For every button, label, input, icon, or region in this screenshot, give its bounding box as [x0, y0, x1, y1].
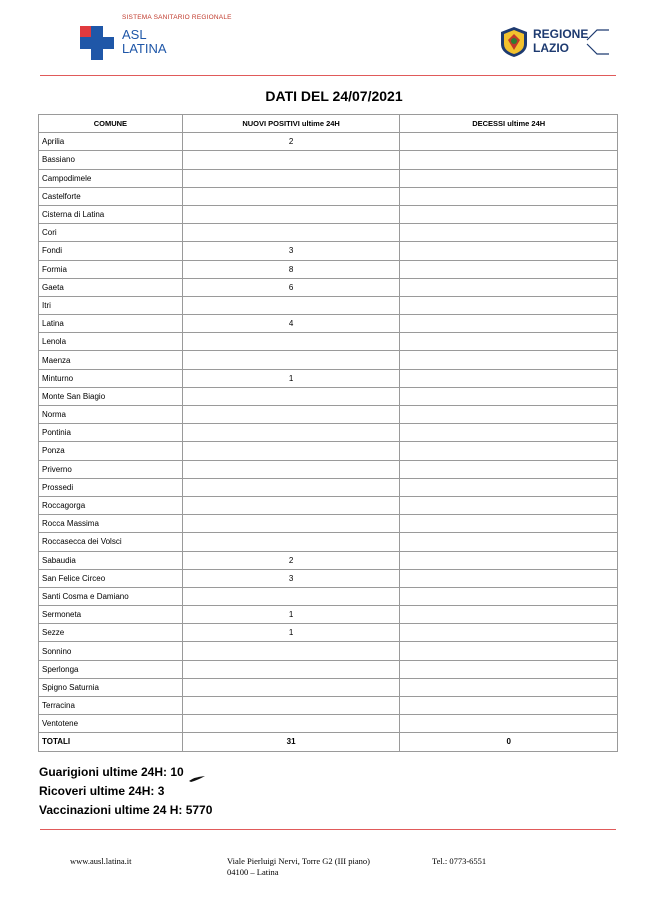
cell-comune: Formia	[39, 260, 183, 278]
cell-decessi	[400, 460, 618, 478]
cell-comune: Aprilia	[39, 133, 183, 151]
cell-comune: Minturno	[39, 369, 183, 387]
cell-decessi	[400, 369, 618, 387]
table-row	[39, 369, 618, 387]
cell-comune: Rocca Massima	[39, 515, 183, 533]
cell-decessi	[400, 205, 618, 223]
cell-decessi	[400, 515, 618, 533]
cell-comune: Ventotene	[39, 715, 183, 733]
cell-decessi	[400, 624, 618, 642]
cell-decessi	[400, 260, 618, 278]
cell-comune: Pontinia	[39, 424, 183, 442]
summary-block	[39, 763, 212, 820]
vaccinazioni-line: Vaccinazioni ultime 24 H: 5770	[39, 803, 213, 817]
asl-name-line2: LATINA	[122, 41, 167, 56]
footer-address-line1: Viale Pierluigi Nervi, Torre G2 (III piano)	[227, 856, 370, 866]
cell-decessi	[400, 678, 618, 696]
cell-comune: Fondi	[39, 242, 183, 260]
cell-positivi	[182, 205, 400, 223]
cell-decessi	[400, 387, 618, 405]
cell-decessi	[400, 569, 618, 587]
cell-decessi	[400, 187, 618, 205]
cell-comune: Lenola	[39, 333, 183, 351]
regione-line1: REGIONE	[533, 27, 589, 41]
table-row	[39, 496, 618, 514]
cell-positivi	[182, 424, 400, 442]
footer-phone: Tel.: 0773-6551	[432, 856, 487, 866]
cell-positivi	[182, 333, 400, 351]
cell-decessi	[400, 333, 618, 351]
cell-positivi	[182, 515, 400, 533]
cell-comune: Prossedi	[39, 478, 183, 496]
table-row	[39, 551, 618, 569]
cell-decessi	[400, 715, 618, 733]
cell-decessi	[400, 642, 618, 660]
cell-positivi	[182, 642, 400, 660]
cell-decessi	[400, 151, 618, 169]
table-row	[39, 278, 618, 296]
cell-decessi	[400, 351, 618, 369]
cell-decessi	[400, 315, 618, 333]
table-row	[39, 205, 618, 223]
table-row	[39, 442, 618, 460]
cell-decessi	[400, 242, 618, 260]
cell-decessi	[400, 606, 618, 624]
cell-comune: Itri	[39, 296, 183, 314]
table-body	[39, 133, 618, 751]
header-divider	[40, 75, 616, 76]
cell-comune: Cisterna di Latina	[39, 205, 183, 223]
table-row	[39, 387, 618, 405]
covid-data-table	[38, 114, 618, 752]
total-cell-decessi: 0	[400, 733, 618, 751]
cell-positivi: 2	[182, 133, 400, 151]
table-row	[39, 333, 618, 351]
cell-positivi: 3	[182, 569, 400, 587]
cell-comune: Roccasecca dei Volsci	[39, 533, 183, 551]
cell-positivi	[182, 151, 400, 169]
cell-comune: Priverno	[39, 460, 183, 478]
table-row	[39, 478, 618, 496]
cell-decessi	[400, 496, 618, 514]
cell-positivi	[182, 678, 400, 696]
cell-decessi	[400, 442, 618, 460]
table-row	[39, 133, 618, 151]
regione-line2: LAZIO	[533, 41, 569, 55]
table-row	[39, 296, 618, 314]
cell-comune: Sezze	[39, 624, 183, 642]
asl-name	[122, 28, 167, 56]
cell-positivi	[182, 296, 400, 314]
table-row	[39, 587, 618, 605]
asl-latina-logo	[80, 10, 270, 65]
table-row	[39, 151, 618, 169]
table-row	[39, 569, 618, 587]
cell-positivi	[182, 224, 400, 242]
cell-comune: Spigno Saturnia	[39, 678, 183, 696]
cell-comune: Cori	[39, 224, 183, 242]
table-row	[39, 169, 618, 187]
table-row	[39, 642, 618, 660]
cell-comune: Campodimele	[39, 169, 183, 187]
regione-name	[533, 27, 588, 55]
cell-decessi	[400, 133, 618, 151]
footer-divider	[40, 829, 616, 830]
cell-positivi	[182, 187, 400, 205]
table-row	[39, 351, 618, 369]
asl-cross-icon	[80, 26, 114, 60]
table-row	[39, 242, 618, 260]
pen-mark-scribble	[188, 775, 206, 783]
guarigioni-line: Guarigioni ultime 24H: 10	[39, 765, 184, 779]
cell-positivi	[182, 351, 400, 369]
cell-decessi	[400, 478, 618, 496]
footer-address-line2: 04100 – Latina	[227, 867, 279, 877]
column-header-comune: COMUNE	[39, 115, 183, 133]
table-total-row	[39, 733, 618, 751]
cell-decessi	[400, 424, 618, 442]
cell-comune: Norma	[39, 406, 183, 424]
cell-positivi	[182, 442, 400, 460]
table-row	[39, 515, 618, 533]
cell-decessi	[400, 660, 618, 678]
cell-comune: Terracina	[39, 697, 183, 715]
table-row	[39, 260, 618, 278]
table-row	[39, 660, 618, 678]
cell-positivi: 4	[182, 315, 400, 333]
cell-positivi: 2	[182, 551, 400, 569]
cell-positivi	[182, 169, 400, 187]
cell-positivi	[182, 478, 400, 496]
cell-comune: Latina	[39, 315, 183, 333]
asl-name-line1: ASL	[122, 27, 147, 42]
cell-positivi	[182, 387, 400, 405]
footer-address	[227, 856, 370, 878]
cell-decessi	[400, 587, 618, 605]
table-row	[39, 406, 618, 424]
cell-comune: Santi Cosma e Damiano	[39, 587, 183, 605]
footer-website: www.ausl.latina.it	[70, 856, 132, 866]
cell-decessi	[400, 296, 618, 314]
cell-decessi	[400, 278, 618, 296]
cell-comune: Bassiano	[39, 151, 183, 169]
table-row	[39, 315, 618, 333]
table-row	[39, 715, 618, 733]
cell-comune: Sabaudia	[39, 551, 183, 569]
cell-decessi	[400, 406, 618, 424]
table-row	[39, 460, 618, 478]
cell-comune: Sermoneta	[39, 606, 183, 624]
cell-positivi	[182, 496, 400, 514]
cell-comune: Sperlonga	[39, 660, 183, 678]
cell-positivi: 1	[182, 606, 400, 624]
cell-decessi	[400, 169, 618, 187]
table-header-row	[39, 115, 618, 133]
regione-lazio-logo	[497, 24, 612, 66]
table-row	[39, 624, 618, 642]
column-header-positivi: NUOVI POSITIVI ultime 24H	[182, 115, 400, 133]
table-row	[39, 606, 618, 624]
table-row	[39, 224, 618, 242]
cell-comune: Roccagorga	[39, 496, 183, 514]
cell-positivi	[182, 715, 400, 733]
document-title: DATI DEL 24/07/2021	[265, 88, 403, 104]
table-row	[39, 187, 618, 205]
cell-positivi	[182, 587, 400, 605]
table-row	[39, 533, 618, 551]
total-cell-comune: TOTALI	[39, 733, 183, 751]
ricoveri-line: Ricoveri ultime 24H: 3	[39, 784, 165, 798]
cell-decessi	[400, 697, 618, 715]
cell-positivi	[182, 460, 400, 478]
cell-positivi: 6	[182, 278, 400, 296]
cell-comune: Ponza	[39, 442, 183, 460]
cell-comune: Monte San Biagio	[39, 387, 183, 405]
cell-positivi	[182, 660, 400, 678]
cell-positivi	[182, 697, 400, 715]
cell-positivi	[182, 533, 400, 551]
cell-positivi: 1	[182, 369, 400, 387]
cell-comune: San Felice Circeo	[39, 569, 183, 587]
asl-subtitle: SISTEMA SANITARIO REGIONALE	[122, 14, 232, 21]
cell-decessi	[400, 224, 618, 242]
cell-positivi: 3	[182, 242, 400, 260]
table-row	[39, 424, 618, 442]
cell-comune: Gaeta	[39, 278, 183, 296]
table-row	[39, 678, 618, 696]
total-cell-positivi: 31	[182, 733, 400, 751]
cell-positivi: 8	[182, 260, 400, 278]
cell-positivi	[182, 406, 400, 424]
cell-comune: Sonnino	[39, 642, 183, 660]
cell-comune: Castelforte	[39, 187, 183, 205]
regione-swoosh-icon	[585, 26, 611, 58]
table-row	[39, 697, 618, 715]
regione-emblem-icon	[499, 26, 529, 58]
cell-positivi: 1	[182, 624, 400, 642]
cell-decessi	[400, 551, 618, 569]
column-header-decessi: DECESSI ultime 24H	[400, 115, 618, 133]
cell-comune: Maenza	[39, 351, 183, 369]
cell-decessi	[400, 533, 618, 551]
